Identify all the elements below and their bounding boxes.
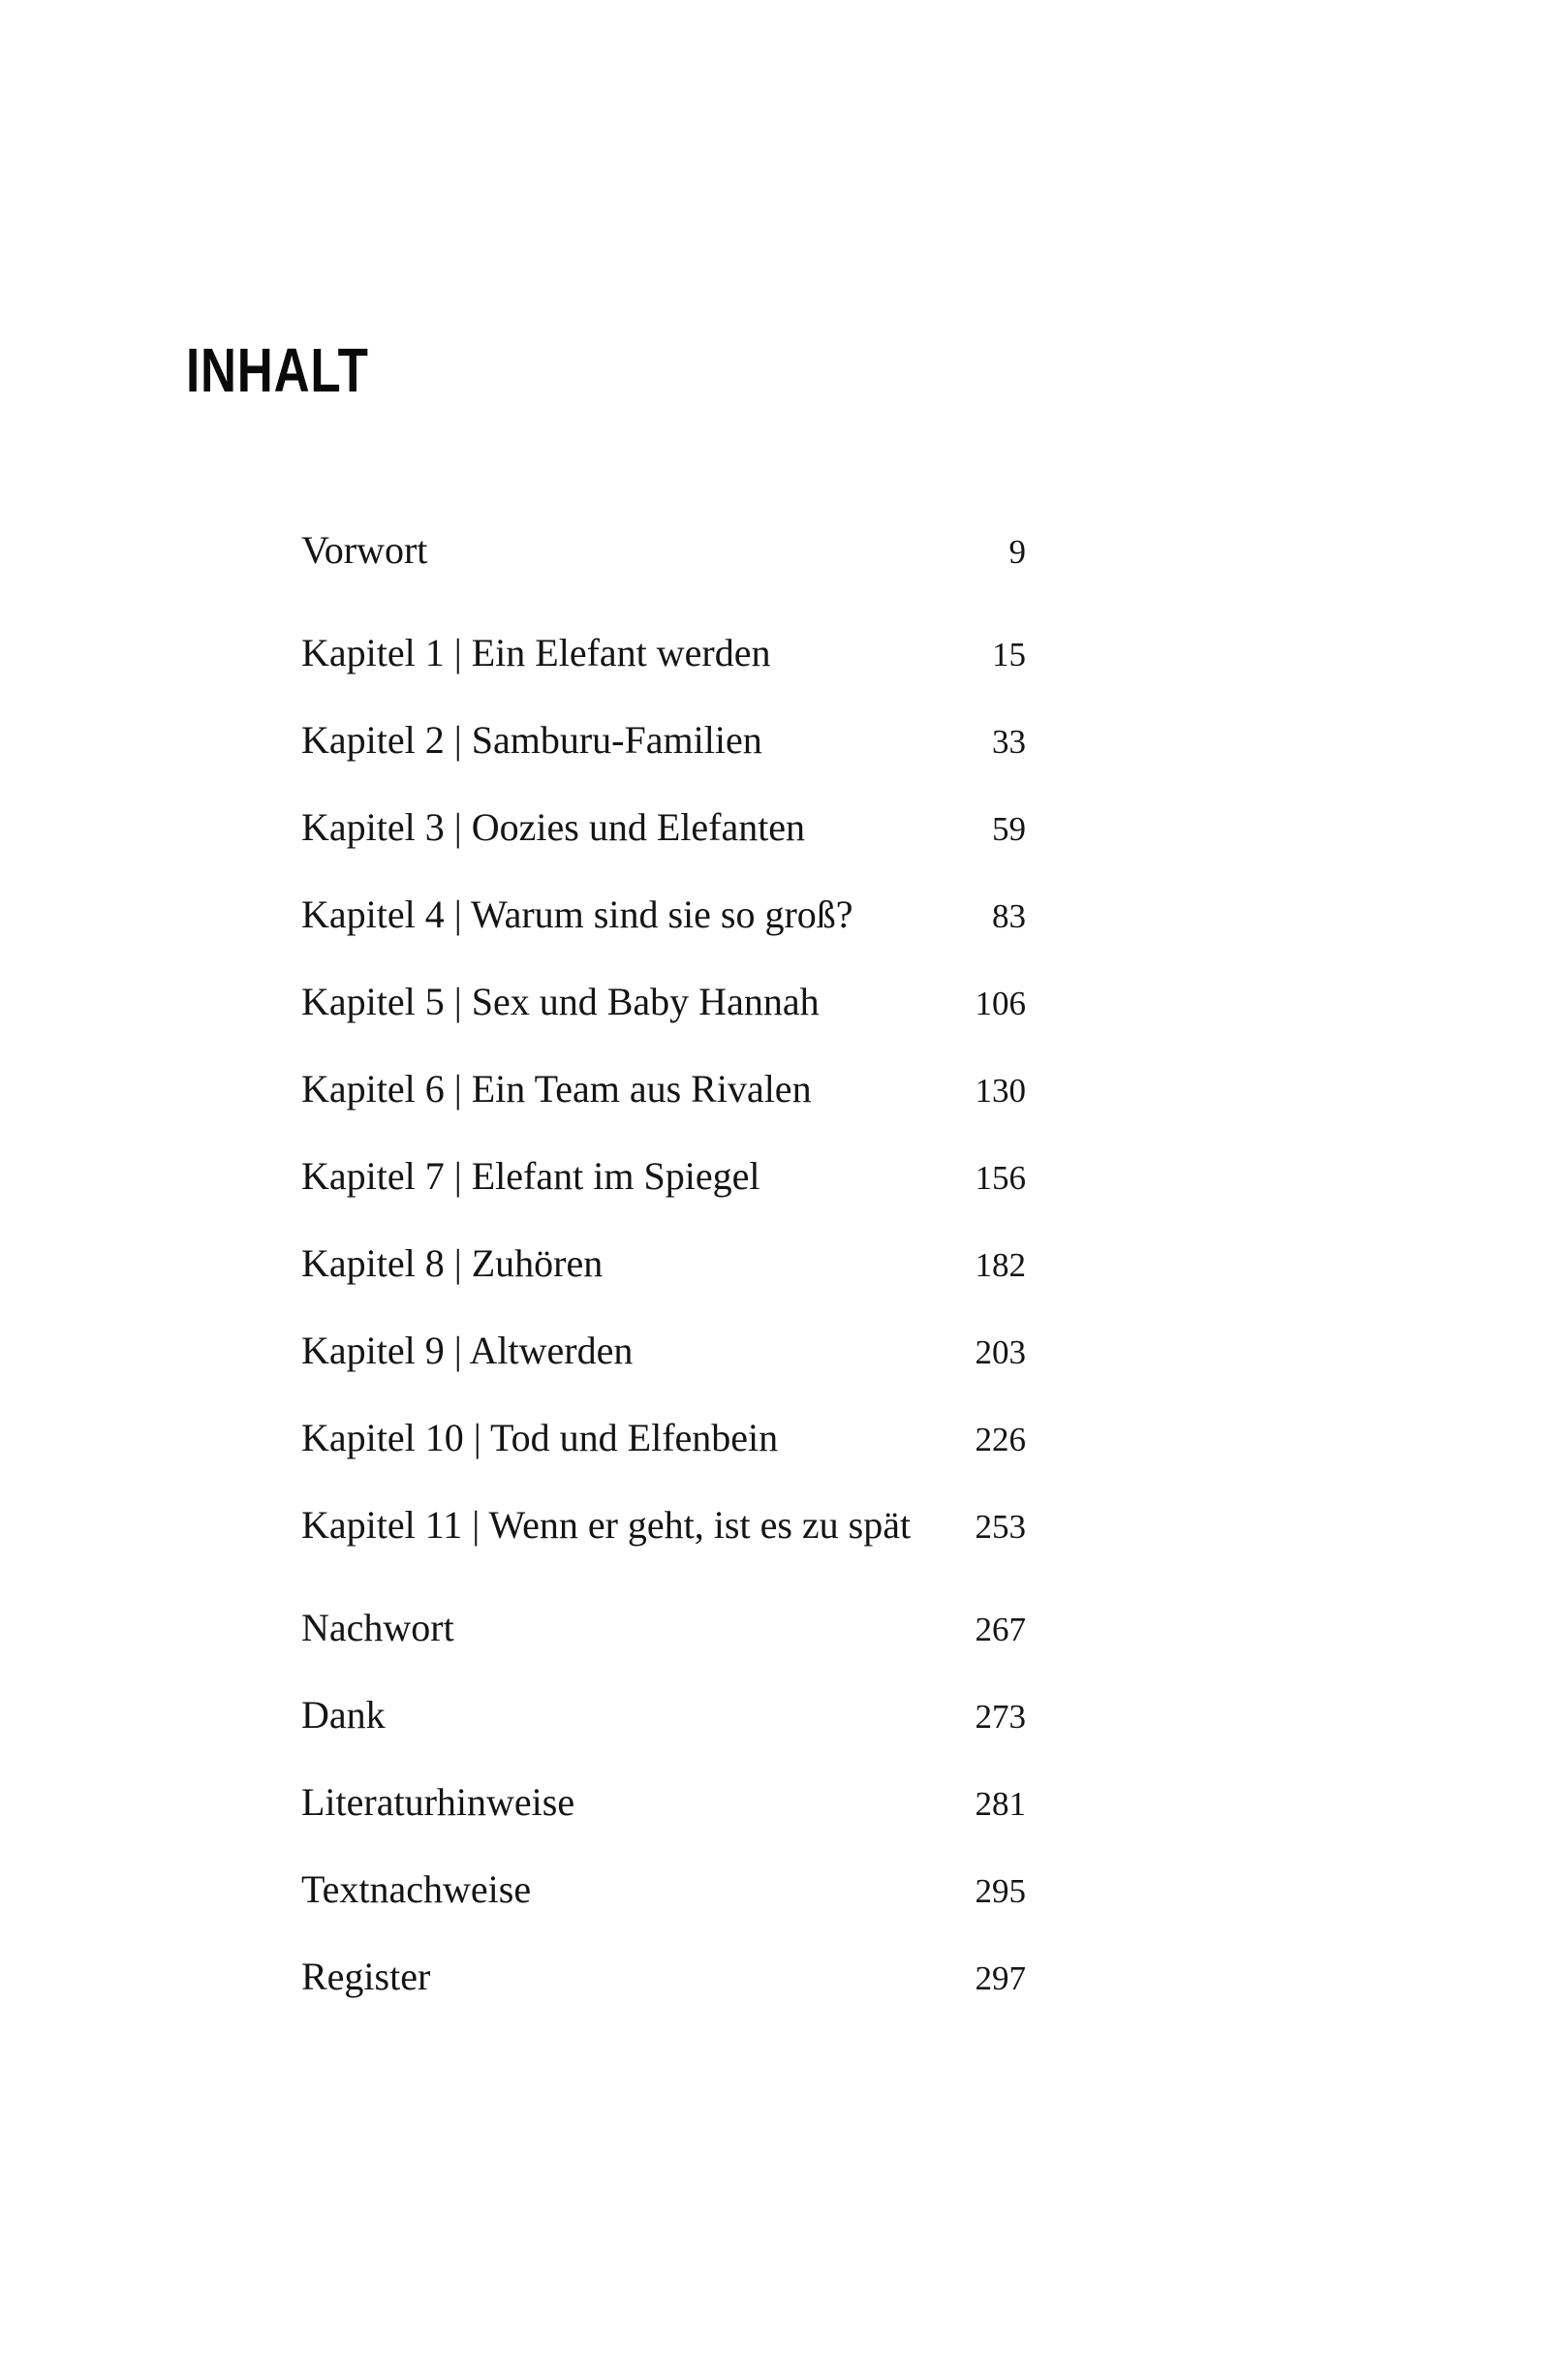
- toc-entry-page: 281: [975, 1785, 1026, 1823]
- toc-entry-kapitel-3: [301, 806, 1026, 851]
- toc-entry-label: Register: [301, 1955, 431, 1998]
- toc-entry-register: [301, 1956, 1026, 2000]
- toc-entry-label: Kapitel 4 | Warum sind sie so groß?: [301, 892, 853, 936]
- toc-entry-page: 267: [975, 1611, 1026, 1648]
- page-title: INHALT: [186, 335, 369, 405]
- toc-front-matter: [301, 529, 1026, 574]
- toc-entry-label: Kapitel 1 | Ein Elefant werden: [301, 631, 771, 674]
- toc-entry-literaturhinweise: [301, 1781, 1026, 1826]
- toc-entry-page: 106: [975, 985, 1026, 1022]
- toc-entry-page: 226: [975, 1421, 1026, 1458]
- toc-entry-label: Kapitel 8 | Zuhören: [301, 1241, 604, 1285]
- toc-entry-label: Literaturhinweise: [301, 1780, 575, 1824]
- toc-entry-page: 253: [975, 1508, 1026, 1546]
- toc-entry-label: Kapitel 5 | Sex und Baby Hannah: [301, 980, 820, 1023]
- toc-entry-dank: [301, 1694, 1026, 1738]
- toc-entry-label: Kapitel 2 | Samburu-Familien: [301, 718, 762, 762]
- toc-entry-label: Kapitel 9 | Altwerden: [301, 1329, 634, 1372]
- toc-entry-label: Kapitel 3 | Oozies und Elefanten: [301, 805, 806, 849]
- toc-chapters: [301, 632, 1026, 1549]
- toc-entry-label: Nachwort: [301, 1606, 454, 1649]
- toc-entry-label: Dank: [301, 1693, 386, 1737]
- toc-entry-kapitel-8: [301, 1242, 1026, 1287]
- toc-entry-kapitel-11: [301, 1504, 1026, 1549]
- toc-entry-label: Kapitel 6 | Ein Team aus Rivalen: [301, 1067, 812, 1111]
- table-of-contents: [301, 529, 1026, 2043]
- toc-entry-page: 59: [992, 810, 1026, 848]
- toc-back-matter: [301, 1607, 1026, 2000]
- toc-entry-page: 33: [992, 723, 1026, 761]
- toc-entry-kapitel-6: [301, 1068, 1026, 1112]
- toc-entry-label: Kapitel 7 | Elefant im Spiegel: [301, 1154, 760, 1198]
- toc-entry-label: Vorwort: [301, 528, 428, 572]
- toc-entry-kapitel-1: [301, 632, 1026, 676]
- toc-entry-label: Textnachweise: [301, 1867, 532, 1911]
- toc-entry-page: 203: [975, 1333, 1026, 1371]
- toc-entry-label: Kapitel 11 | Wenn er geht, ist es zu spät: [301, 1503, 912, 1547]
- toc-entry-vorwort: [301, 529, 1026, 574]
- toc-entry-page: 273: [975, 1698, 1026, 1736]
- toc-entry-page: 156: [975, 1159, 1026, 1197]
- toc-entry-page: 15: [992, 636, 1026, 673]
- toc-entry-page: 83: [992, 897, 1026, 935]
- toc-entry-kapitel-4: [301, 893, 1026, 938]
- toc-entry-kapitel-5: [301, 981, 1026, 1025]
- toc-entry-kapitel-7: [301, 1155, 1026, 1200]
- toc-entry-nachwort: [301, 1607, 1026, 1651]
- toc-entry-page: 295: [975, 1872, 1026, 1910]
- toc-entry-kapitel-2: [301, 719, 1026, 764]
- toc-entry-label: Kapitel 10 | Tod und Elfenbein: [301, 1416, 779, 1459]
- toc-entry-page: 9: [1008, 533, 1026, 571]
- toc-entry-textnachweise: [301, 1868, 1026, 1913]
- toc-entry-page: 297: [975, 1959, 1026, 1997]
- toc-entry-kapitel-9: [301, 1330, 1026, 1374]
- toc-entry-page: 130: [975, 1072, 1026, 1110]
- toc-entry-page: 182: [975, 1246, 1026, 1284]
- toc-entry-kapitel-10: [301, 1417, 1026, 1461]
